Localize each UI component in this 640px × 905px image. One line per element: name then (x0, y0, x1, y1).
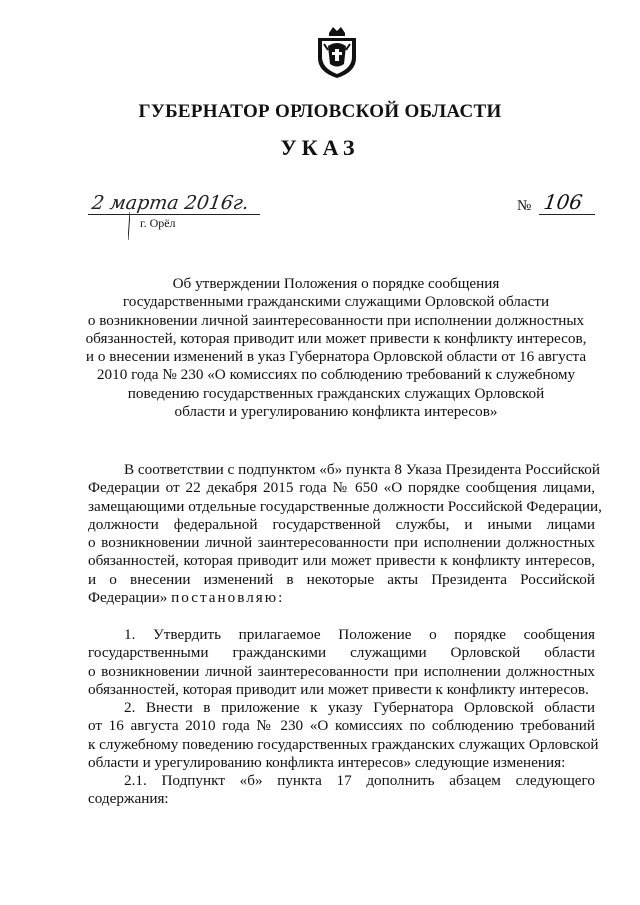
title-line: обязанностей, которая приводит или может привести к конфликту интересов, (85, 329, 587, 347)
title-line: и о внесении изменений в указ Губернатора Орловской области от 16 августа (85, 348, 587, 366)
title-line: области и урегулированию конфликта интересов» (174, 403, 498, 421)
preamble-paragraph (88, 461, 602, 607)
paragraph-line: обязанностей, которая приводит или может привести к конфликту интересов. (88, 680, 589, 698)
paragraph-line: о возникновении личной заинтересованности при исполнении должностных (88, 662, 595, 680)
paragraph-line: замещающими отдельные государственные должности Российской Федерации, (88, 497, 602, 515)
paragraph-line: должности федеральной государственной службы, и иными лицами (88, 515, 595, 533)
preamble-last-text: Федерации» (88, 589, 168, 607)
paragraph-line: 1. Утвердить прилагаемое Положение о порядке сообщения (124, 626, 595, 643)
paragraph-line: к служебному поведению государственных гражданских служащих Орловской (88, 735, 599, 753)
decree-keyword: постановляю: (171, 589, 285, 607)
issuing-authority: ГУБЕРНАТОР ОРЛОВСКОЙ ОБЛАСТИ (138, 101, 502, 122)
signature-stroke (128, 212, 130, 240)
city: г. Орёл (140, 216, 176, 230)
date-underline (88, 214, 260, 215)
item-1-paragraph (88, 626, 595, 699)
paragraph-line: 2.1. Подпункт «б» пункта 17 дополнить абзацем следующего (124, 772, 595, 789)
handwritten-number: 106 (542, 190, 584, 214)
item-2-1-paragraph (88, 772, 595, 809)
paragraph-line: В соответствии с подпунктом «б» пункта 8 Указа Президента Российской (124, 461, 601, 478)
paragraph-line: и о внесении изменений в некоторые акты Президента Российской (88, 570, 595, 588)
coat-of-arms-emblem (314, 24, 360, 80)
document-type: УКАЗ (280, 135, 360, 160)
paragraph-line (88, 589, 595, 607)
title-line: 2010 года № 230 «О комиссиях по соблюдению требований к служебному (96, 366, 576, 384)
paragraph-line: Федерации от 22 декабря 2015 года № 650 «О порядке сообщения лицами, (88, 479, 595, 497)
paragraph-line: государственными гражданскими служащими Орловской области (88, 644, 595, 662)
handwritten-date: 2 марта 2016г. (90, 192, 251, 214)
number-label: № (517, 198, 532, 214)
paragraph-line: 2. Внести в приложение к указу Губернатора Орловской области (124, 699, 595, 716)
decree-title (76, 275, 596, 421)
paragraph-line: от 16 августа 2010 года № 230 «О комиссиях по соблюдению требований (88, 717, 595, 735)
title-line: государственными гражданскими служащими Орловской области (122, 293, 550, 311)
title-line: поведению государственных гражданских служащих Орловской (127, 384, 545, 402)
title-line: о возникновении личной заинтересованности при исполнении должностных (87, 311, 585, 329)
paragraph-line: области и урегулированию конфликта интересов» следующие изменения: (88, 753, 566, 771)
title-line: Об утверждении Положения о порядке сообщения (172, 275, 500, 292)
paragraph-line: о возникновении личной заинтересованности при исполнении должностных (88, 534, 595, 552)
paragraph-line: содержания: (88, 790, 169, 808)
number-underline (539, 214, 595, 215)
paragraph-line: обязанностей, которая приводит или может привести к конфликту интересов, (88, 552, 595, 570)
item-2-paragraph (88, 699, 599, 772)
